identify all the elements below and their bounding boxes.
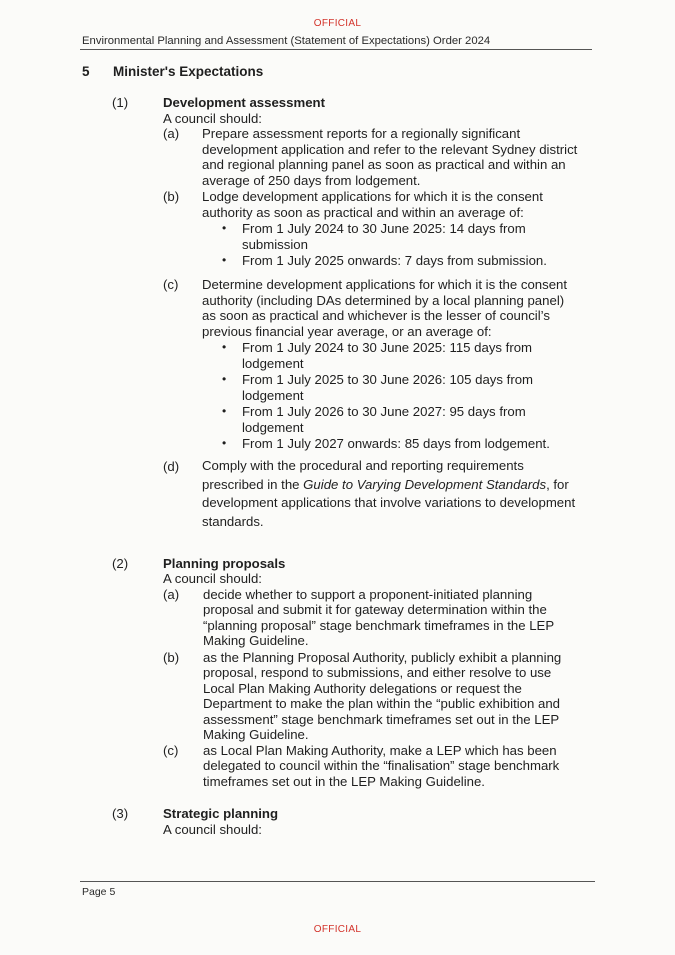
document-header-title: Environmental Planning and Assessment (Statement of Expectations) Order 2024 [82,35,491,47]
item-2a-label: (a) [163,587,180,602]
item-1b-text: Lodge development applications for which it is the consent authority as soon as practical and within an average of: [202,189,543,220]
item-1a-label: (a) [163,126,180,141]
paragraph-2-number: (2) [112,556,129,571]
item-2c-label: (c) [163,743,179,758]
item-1c-text: Determine development applications for which it is the consent authority (including DAs determined by a local planning panel) as soon as practical and whichever is the lesser of council’s previous financial year average, or an average of: [202,277,568,339]
item-1c-bullet-3: From 1 July 2026 to 30 June 2027: 95 days from lodgement [242,404,526,435]
item-1b-label: (b) [163,189,180,204]
paragraph-1-title: Development assessment [163,95,325,110]
paragraph-1-lead: A council should: [163,111,262,126]
official-marking-bottom: OFFICIAL [313,924,362,935]
item-1c-bullet-4: From 1 July 2027 onwards: 85 days from lodgement. [242,436,550,451]
item-1c-label: (c) [163,277,179,292]
item-1c-bullet-1: From 1 July 2024 to 30 June 2025: 115 days from lodgement [242,340,533,371]
item-1d-text: Comply with the procedural and reporting requirements prescribed in the Guide to Varying Development Standards, for development applications that involve variations to development standards. [202,458,576,529]
footer-rule [80,881,595,882]
paragraph-1-number: (1) [112,95,129,110]
paragraph-3-title: Strategic planning [163,806,279,821]
item-1c-bullet-2: From 1 July 2025 to 30 June 2026: 105 days from lodgement [242,372,534,403]
item-1d-label: (d) [163,459,180,474]
paragraph-3-lead: A council should: [163,822,262,837]
paragraph-3-number: (3) [112,806,129,821]
paragraph-2-lead: A council should: [163,571,262,586]
item-2b-label: (b) [163,650,180,665]
bullet-icon: • [222,404,227,418]
bullet-icon: • [222,253,227,267]
item-2b-text: as the Planning Proposal Authority, publicly exhibit a planning proposal, respond to submissions, and either resolve to use Local Plan Making Authority delegations or request the Department to make the plan within the “public exhibition and assessment” stage benchmark timeframes set out in the LEP Making Guideline. [203,650,562,743]
bullet-icon: • [222,221,227,235]
item-1b-bullet-1: From 1 July 2024 to 30 June 2025: 14 days from submission [242,221,526,252]
page-number: Page 5 [82,886,116,898]
official-marking-top: OFFICIAL [313,18,362,29]
item-1b-bullet-2: From 1 July 2025 onwards: 7 days from submission. [242,253,547,268]
item-2c-text: as Local Plan Making Authority, make a LEP which has been delegated to council within the “finalisation” stage benchmark timeframes set out in the LEP Making Guideline. [203,743,560,789]
section-number: 5 [82,64,90,79]
paragraph-2-title: Planning proposals [163,556,286,571]
bullet-icon: • [222,372,227,386]
guide-title-italic: Guide to Varying Development Standards [303,476,547,492]
item-2a-text: decide whether to support a proponent-initiated planning proposal and submit it for gateway determination within the “planning proposal” stage benchmark timeframes in the LEP Making Guideline. [203,587,555,649]
section-title: Minister's Expectations [113,64,264,79]
bullet-icon: • [222,340,227,354]
bullet-icon: • [222,436,227,450]
header-rule [80,49,592,50]
item-1a-text: Prepare assessment reports for a regionally significant development application and refer to the relevant Sydney district and regional planning panel as soon as practical and within an average of 250 days from lodgement. [202,126,578,188]
